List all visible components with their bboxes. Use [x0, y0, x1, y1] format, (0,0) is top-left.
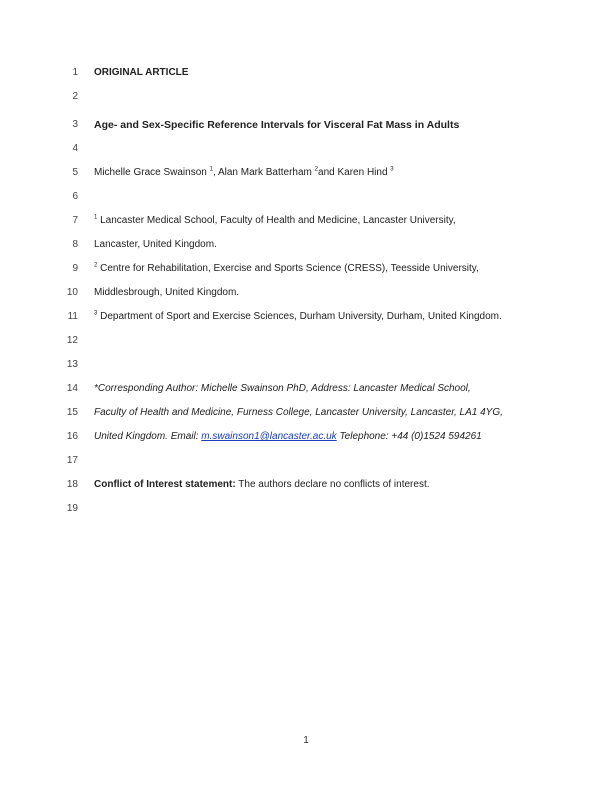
line-number: 19: [66, 503, 78, 514]
affiliation-1: [94, 215, 456, 226]
manuscript-line: [0, 190, 612, 206]
manuscript-line: [0, 310, 612, 326]
line-number: 17: [66, 455, 78, 466]
manuscript-line: [0, 334, 612, 350]
manuscript-line: [0, 142, 612, 158]
manuscript-line: [0, 166, 612, 182]
manuscript-line: [0, 478, 612, 494]
manuscript-line: [0, 214, 612, 230]
conflict-text: The authors declare no conflicts of interest.: [235, 479, 430, 490]
affiliation-marker: 2: [94, 262, 98, 269]
manuscript-line: [0, 286, 612, 302]
manuscript-line: [0, 502, 612, 518]
manuscript-line: [0, 238, 612, 254]
author-name: and Karen Hind: [318, 167, 388, 178]
line-number: 14: [66, 383, 78, 394]
line-number: 10: [66, 287, 78, 298]
correspondence-text: *Corresponding Author: Michelle Swainson PhD, Address: Lancaster Medical School,: [94, 383, 471, 394]
conflict-statement: [94, 479, 430, 490]
manuscript-line: [0, 118, 612, 134]
manuscript-line: [0, 430, 612, 446]
affiliation-text: Lancaster Medical School, Faculty of Health and Medicine, Lancaster University,: [100, 215, 456, 226]
line-number: 13: [66, 359, 78, 370]
line-number: 12: [66, 335, 78, 346]
line-number: 2: [72, 91, 78, 102]
affiliation-3: [94, 311, 502, 322]
line-number: 18: [66, 479, 78, 490]
affiliation-text: Centre for Rehabilitation, Exercise and Sports Science (CRESS), Teesside University,: [100, 263, 479, 274]
affiliation-text: Middlesbrough, United Kingdom.: [94, 287, 240, 298]
line-number: 8: [72, 239, 78, 250]
line-number: 7: [72, 215, 78, 226]
conflict-label: Conflict of Interest statement:: [94, 479, 236, 490]
affiliation-text: Department of Sport and Exercise Sciences, Durham University, Durham, United Kingdom.: [100, 311, 502, 322]
manuscript-line: [0, 262, 612, 278]
manuscript-line: [0, 66, 612, 82]
line-number: 16: [66, 431, 78, 442]
line-number: 4: [72, 143, 78, 154]
manuscript-line: [0, 406, 612, 422]
correspondence-text: Faculty of Health and Medicine, Furness College, Lancaster University, Lancaster, LA1 4YG,: [94, 407, 503, 418]
manuscript-line: [0, 358, 612, 374]
author-name: , Alan Mark Batterham: [212, 167, 312, 178]
affiliation-marker: 1: [94, 214, 98, 221]
manuscript-line: [0, 382, 612, 398]
affiliation-marker: 2: [314, 166, 319, 173]
affiliation-marker: 3: [94, 310, 98, 317]
affiliation-text: Lancaster, United Kingdom.: [94, 239, 217, 250]
email-link[interactable]: m.swainson1@lancaster.ac.uk: [201, 431, 337, 442]
line-number: 6: [72, 191, 78, 202]
manuscript-line: [0, 90, 612, 106]
affiliation-marker: 3: [390, 166, 394, 173]
article-title: Age- and Sex-Specific Reference Intervals for Visceral Fat Mass in Adults: [94, 119, 460, 131]
correspondence-text: United Kingdom. Email:: [94, 431, 202, 442]
author-list: [94, 167, 394, 178]
correspondence-text: Telephone: +44 (0)1524 594261: [336, 431, 482, 442]
manuscript-line: [0, 454, 612, 470]
author-name: Michelle Grace Swainson: [94, 167, 207, 178]
line-number: 15: [66, 407, 78, 418]
line-number: 3: [72, 119, 78, 130]
line-number: 5: [72, 167, 78, 178]
line-number: 1: [72, 67, 78, 78]
article-type: ORIGINAL ARTICLE: [94, 67, 189, 78]
affiliation-2: [94, 263, 479, 274]
line-number: 11: [67, 311, 78, 322]
correspondence-contact: [94, 431, 482, 442]
affiliation-marker: 1: [209, 166, 213, 173]
page-number: 1: [303, 735, 309, 746]
line-number: 9: [72, 263, 78, 274]
